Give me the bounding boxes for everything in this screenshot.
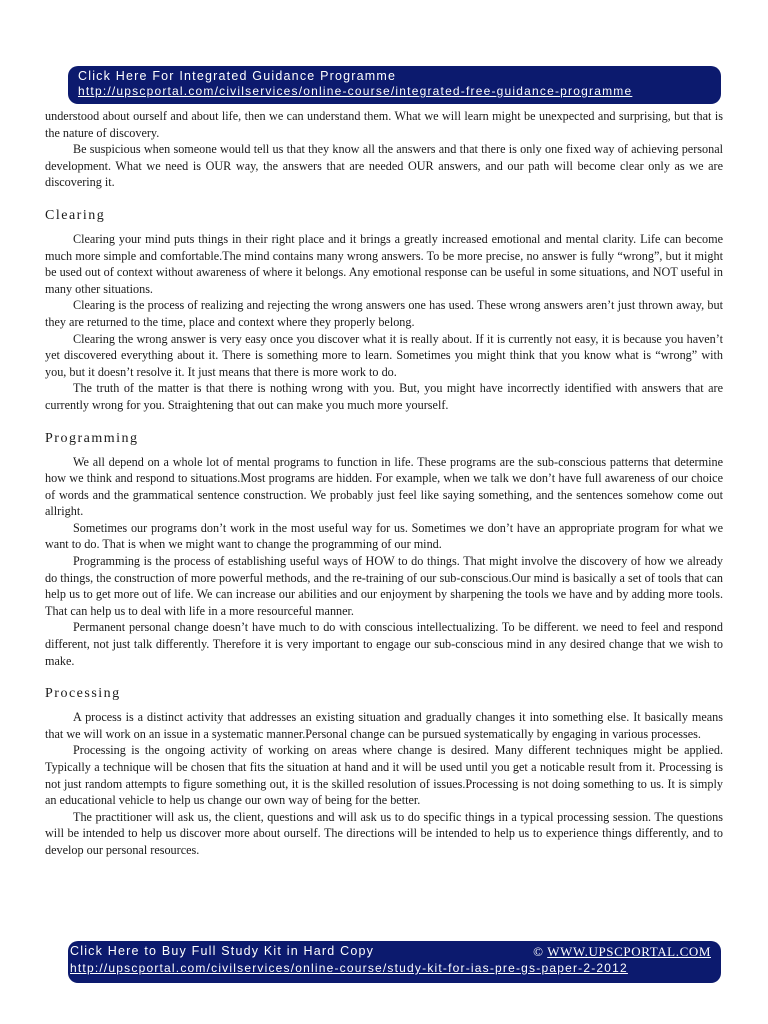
copyright-symbol: © — [533, 944, 544, 959]
bottom-banner-title[interactable]: Click Here to Buy Full Study Kit in Hard Copy — [70, 944, 375, 958]
paragraph: Clearing your mind puts things in their right place and it brings a greatly increased emotional and mental clarity. Life can become much more simple and comfortable.The mind contains many wrong answers. To be more precise, no answer is fully “wrong”, but it might be used out of context without awareness of where it belongs. Any emotional response can be useful in some situations, and NOT useful in many other situations. — [45, 231, 723, 296]
section-heading-clearing: Clearing — [45, 207, 106, 223]
paragraph: Processing is the ongoing activity of working on areas where change is desired. Many different techniques might be applied. Typically a technique will be chosen that fits the situation at hand and it will be used until you get a noticable result from it. Processing is not just random attempts to figure something out, it is the skilled resolution of issues.Processing is not doing something to us. It is simply an educational vehicle to help us change our own way of being for the better. — [45, 743, 723, 808]
paragraph: The truth of the matter is that there is nothing wrong with you. But, you might have incorrectly identified with answers that are currently wrong for you. Straightening that out can make you much more yourself. — [45, 381, 723, 412]
intro-paragraph: Be suspicious when someone would tell us that they know all the answers and that there is only one fixed way of achieving personal development. What we need is OUR way, the answers that are needed OUR answers, and our path will become clear only as we are discovering it. — [45, 142, 723, 190]
bottom-banner-link[interactable]: http://upscportal.com/civilservices/online-course/study-kit-for-ias-pre-gs-paper-2-2012 — [70, 961, 628, 975]
paragraph: Clearing the wrong answer is very easy once you discover what it is really about. If it is currently not easy, it is because you haven’t yet discovered everything about it. There is something more to learn. Sometimes you might think that you know what is “wrong” with you, but it doesn’t resolve it. It just means that there is more work to do. — [45, 331, 723, 379]
paragraph: Sometimes our programs don’t work in the most useful way for us. Sometimes we don’t have an appropriate program for what we want to do. That is when we might want to change the programming of our mind. — [45, 520, 723, 552]
site-link[interactable]: WWW.UPSCPORTAL.COM — [547, 944, 711, 959]
top-banner-link[interactable]: http://upscportal.com/civilservices/online-course/integrated-free-guidance-programme — [78, 84, 633, 98]
section-heading-programming: Programming — [45, 430, 139, 446]
top-banner-title[interactable]: Click Here For Integrated Guidance Programme — [78, 69, 397, 83]
paragraph: Programming is the process of establishing useful ways of HOW to do things. That might involve the discovery of how we already do things, the construction of more powerful methods, and the re-training of our sub-conscious.Our mind is basically a set of tools that can help us to get more out of life. We can increase our abilities and our enjoyment by sharpening the tools we have and by adding more tools. That can help us to deal with life in a more resourceful manner. — [45, 554, 723, 618]
bottom-promo-banner[interactable] — [68, 941, 721, 983]
intro-paragraph: understood about ourself and about life, then we can understand them. What we will learn might be unexpected and surprising, but that is the nature of discovery. — [45, 109, 723, 140]
document-body — [45, 108, 723, 859]
top-promo-banner[interactable] — [68, 66, 721, 104]
site-credit[interactable] — [533, 943, 711, 960]
paragraph: A process is a distinct activity that addresses an existing situation and gradually changes it into something else. It basically means that we will work on an issue in a systematic manner.Personal change can be pursued systematically by engaging in various processes. — [45, 710, 723, 741]
paragraph: The practitioner will ask us, the client, questions and will ask us to do specific things in a typical processing session. The questions will be intended to help us discover more about ourself. The directions will be intended to help us to experience things differently, and to develop our personal resources. — [45, 809, 723, 857]
paragraph: Clearing is the process of realizing and rejecting the wrong answers one has used. These wrong answers aren’t just thrown away, but they are returned to the time, place and context where they properly belong. — [45, 298, 723, 329]
section-heading-processing: Processing — [45, 686, 121, 702]
paragraph: Permanent personal change doesn’t have much to do with conscious intellectualizing. To be different. we need to feel and respond different, not just talk differently. Therefore it is very important to engage our sub-conscious mind in any desired change that we wish to make. — [45, 620, 723, 668]
paragraph: We all depend on a whole lot of mental programs to function in life. These programs are the sub-conscious patterns that determine how we think and respond to situations.Most programs are hidden. For example, when we talk we don’t have full awareness of our choice of words and the grammatical sentence construction. We probably just feel like saying something, and the sentences somehow come out allright. — [45, 454, 723, 519]
